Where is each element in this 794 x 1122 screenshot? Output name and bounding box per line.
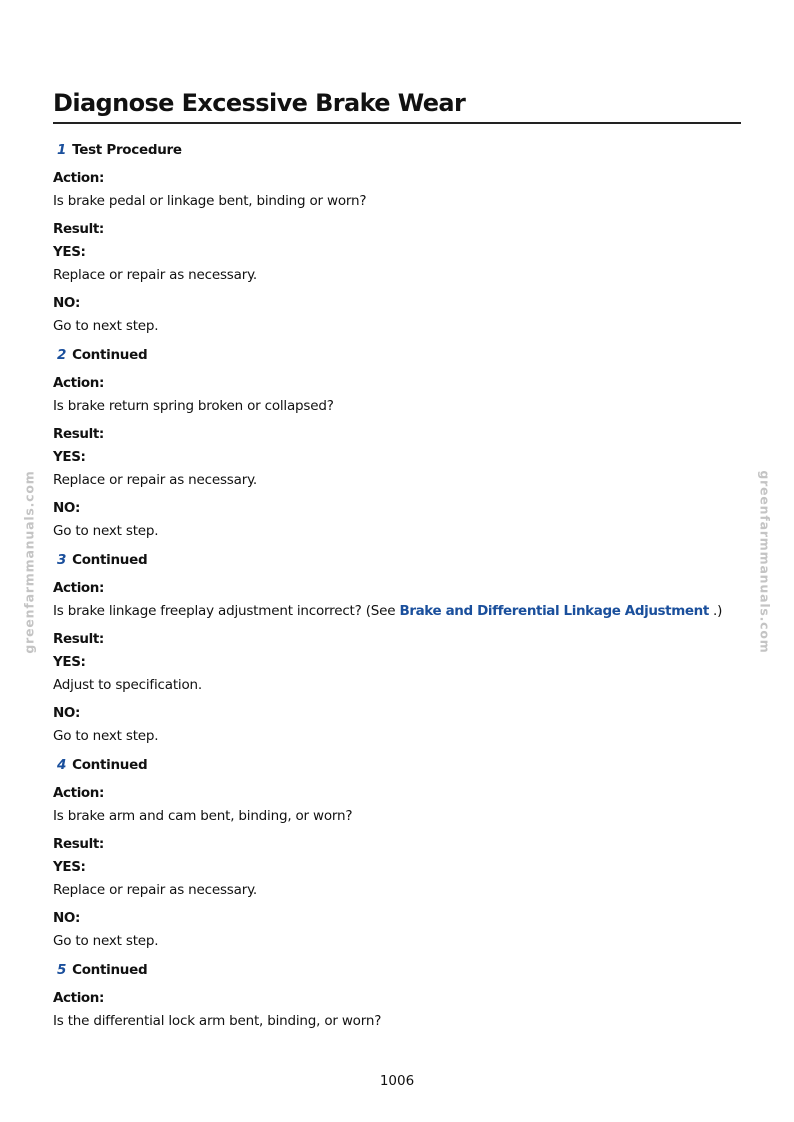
step-3-header — [57, 551, 147, 569]
page-title: Diagnose Excessive Brake Wear — [53, 89, 466, 117]
step-1-header — [57, 141, 182, 159]
step-3-no: Go to next step. — [53, 728, 159, 744]
step-4-yes: Replace or repair as necessary. — [53, 882, 258, 898]
step-2-yes: Replace or repair as necessary. — [53, 472, 258, 488]
watermark-left: greenfarmmanuals.com — [21, 470, 37, 654]
step-heading: Continued — [72, 552, 148, 568]
step-4-no: Go to next step. — [53, 933, 159, 949]
step-number: 3 — [57, 552, 67, 568]
action-label: Action: — [53, 990, 105, 1006]
action-label: Action: — [53, 580, 105, 596]
step-4-header — [57, 756, 147, 774]
result-label: Result: — [53, 631, 104, 647]
step-4-action: Is brake arm and cam bent, binding, or worn? — [53, 808, 353, 824]
step-number: 5 — [57, 962, 67, 978]
step-3-action-text: Is brake linkage freeplay adjustment incorrect? (See — [53, 603, 400, 619]
action-label: Action: — [53, 785, 105, 801]
step-heading: Continued — [72, 962, 148, 978]
no-label: NO: — [53, 910, 80, 926]
watermark-right: greenfarmmanuals.com — [757, 470, 773, 654]
result-label: Result: — [53, 426, 104, 442]
step-3-yes: Adjust to specification. — [53, 677, 202, 693]
action-label: Action: — [53, 170, 105, 186]
step-heading: Test Procedure — [72, 142, 182, 158]
page-number: 1006 — [379, 1073, 415, 1089]
step-5-action: Is the differential lock arm bent, binding, or worn? — [53, 1013, 382, 1029]
no-label: NO: — [53, 705, 80, 721]
linkage-adjustment-link[interactable]: Brake and Differential Linkage Adjustment — [399, 603, 709, 619]
step-2-action: Is brake return spring broken or collapsed? — [53, 398, 334, 414]
step-2-no: Go to next step. — [53, 523, 159, 539]
step-2-header — [57, 346, 147, 364]
step-number: 1 — [57, 142, 67, 158]
action-label: Action: — [53, 375, 105, 391]
yes-label: YES: — [53, 244, 86, 260]
yes-label: YES: — [53, 449, 86, 465]
yes-label: YES: — [53, 859, 86, 875]
title-divider — [53, 122, 741, 124]
step-number: 2 — [57, 347, 67, 363]
step-3-action-suffix: .) — [708, 603, 723, 619]
step-1-action: Is brake pedal or linkage bent, binding or worn? — [53, 193, 367, 209]
step-heading: Continued — [72, 347, 148, 363]
step-1-no: Go to next step. — [53, 318, 159, 334]
step-3-action — [53, 602, 722, 620]
result-label: Result: — [53, 221, 104, 237]
result-label: Result: — [53, 836, 104, 852]
step-5-header — [57, 961, 147, 979]
no-label: NO: — [53, 500, 80, 516]
step-heading: Continued — [72, 757, 148, 773]
yes-label: YES: — [53, 654, 86, 670]
step-number: 4 — [57, 757, 67, 773]
no-label: NO: — [53, 295, 80, 311]
step-1-yes: Replace or repair as necessary. — [53, 267, 258, 283]
